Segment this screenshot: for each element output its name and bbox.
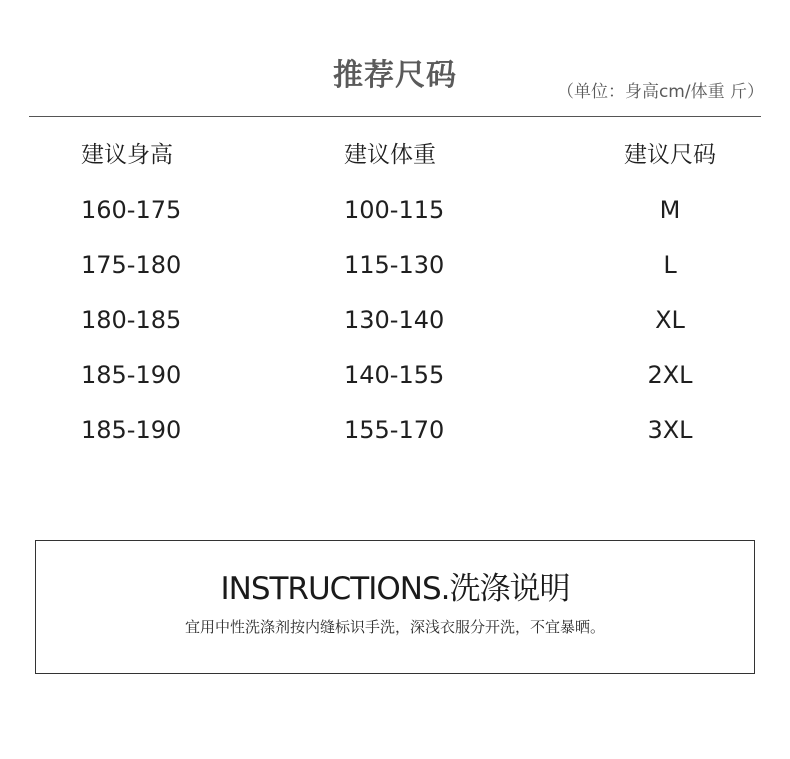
height-cell: 185-190	[81, 416, 182, 444]
table-row	[0, 300, 790, 340]
table-row	[0, 410, 790, 450]
size-cell: XL	[655, 306, 685, 334]
size-cell: 2XL	[647, 361, 693, 389]
table-row	[0, 245, 790, 285]
height-cell: 175-180	[81, 251, 182, 279]
weight-cell: 130-140	[344, 306, 445, 334]
size-cell: M	[659, 196, 681, 224]
header-size: 建议尺码	[624, 142, 716, 168]
weight-cell: 115-130	[344, 251, 445, 279]
height-cell: 160-175	[81, 196, 182, 224]
table-header-row	[0, 135, 790, 175]
instructions-text: 宜用中性洗涤剂按内缝标识手洗，深浅衣服分开洗，不宜暴晒。	[184, 618, 605, 636]
page-title: 推荐尺码	[333, 58, 457, 93]
instructions-box	[35, 540, 755, 674]
header-weight: 建议体重	[344, 142, 436, 168]
table-row	[0, 355, 790, 395]
table-row	[0, 190, 790, 230]
height-cell: 180-185	[81, 306, 182, 334]
divider	[29, 116, 761, 117]
weight-cell: 155-170	[344, 416, 445, 444]
size-cell: L	[663, 251, 677, 279]
size-cell: 3XL	[647, 416, 693, 444]
header-height: 建议身高	[81, 142, 173, 168]
weight-cell: 100-115	[344, 196, 445, 224]
weight-cell: 140-155	[344, 361, 445, 389]
unit-note: （单位：身高cm/体重 斤）	[556, 82, 764, 102]
instructions-title: INSTRUCTIONS.洗涤说明	[220, 571, 570, 607]
height-cell: 185-190	[81, 361, 182, 389]
